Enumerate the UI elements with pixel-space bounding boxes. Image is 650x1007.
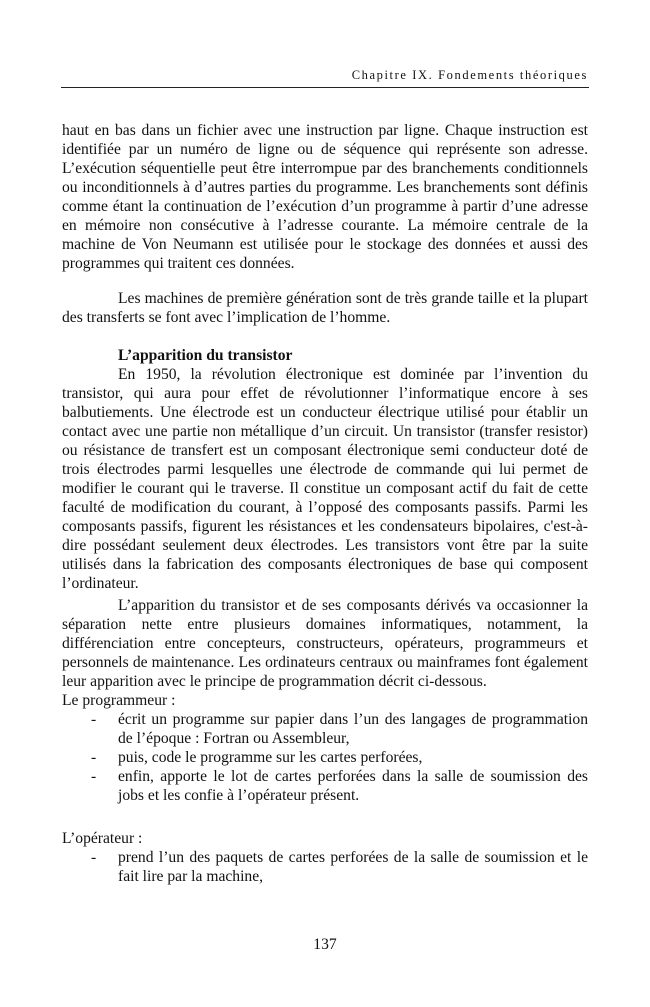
- list-marker: -: [91, 749, 97, 766]
- operator-label: L’opérateur :: [62, 830, 143, 847]
- running-header: Chapitre IX. Fondements théoriques: [351, 68, 588, 82]
- header-rule: [61, 87, 589, 88]
- paragraph-2: [62, 289, 588, 327]
- list-item-text: enfin, apporte le lot de cartes perforées dans la salle de soumission des jobs et les confie à l’opérateur présent.: [118, 768, 588, 804]
- programmer-label: Le programmeur :: [62, 692, 176, 709]
- programmer-list: [62, 710, 588, 805]
- operator-list: [62, 848, 588, 886]
- list-item-text: écrit un programme sur papier dans l’un des langages de programmation de l’époque : Fortran ou Assembleur,: [118, 711, 588, 747]
- paragraph-text: haut en bas dans un fichier avec une instruction par ligne. Chaque instruction est identifiée par un numéro de ligne ou de séquence qui représente son adresse. L’exécution séquentielle peut être interrompue par des branchements conditionnels ou inconditionnels à d’autres parties du programme. Les branchements sont définis comme étant la continuation de l’exécution d’un programme à partir d’une adresse en mémoire non consécutive à l’adresse courante. La mémoire centrale de la machine de Von Neumann est utilisée pour le stockage des données et aussi des programmes qui traitent ces données.: [62, 122, 588, 272]
- list-item: [62, 848, 588, 886]
- list-item: [62, 767, 588, 805]
- list-item-text: puis, code le programme sur les cartes perforées,: [118, 749, 423, 766]
- operator-section: [62, 829, 588, 886]
- page-number: 137: [313, 936, 337, 953]
- section-transistor: [62, 346, 588, 593]
- paragraph-text: L’apparition du transistor et de ses composants dérivés va occasionner la séparation nette entre plusieurs domaines informatiques, notamment, la différenciation entre concepteurs, constructeurs, opérateurs, programmeurs et personnels de maintenance. Les ordinateurs centraux ou mainframes font également leur apparition avec le principe de programmation décrit ci-dessous.: [62, 597, 588, 690]
- paragraph-text: Les machines de première génération sont de très grande taille et la plupart des transferts se font avec l’implication de l’homme.: [62, 290, 588, 326]
- paragraph-text: En 1950, la révolution électronique est dominée par l’invention du transistor, qui aura pour effet de révolutionner l’informatique encore à ses balbutiements. Une électrode est un conducteur électrique utilisé pour établir un contact avec une partie non métallique d’un circuit. Un transistor (transfer resistor) ou résistance de transfert est un composant électronique semi conducteur doté de trois électrodes parmi lesquelles une électrode de commande qui lui permet de modifier le courant qui le traverse. Il constitue un composant actif du fait de cette faculté de modification du courant, à l’opposé des composants passifs. Parmi les composants passifs, figurent les résistances et les condensateurs bipolaires, c'est-à-dire possédant seulement deux électrodes. Les transistors vont être par la suite utilisés dans la fabrication des composants électroniques de base qui composent l’ordinateur.: [62, 366, 588, 592]
- list-marker: -: [91, 711, 97, 728]
- section-heading: L’apparition du transistor: [118, 347, 293, 364]
- list-marker: -: [91, 849, 97, 866]
- list-item: [62, 710, 588, 748]
- list-item-text: prend l’un des paquets de cartes perforées de la salle de soumission et le fait lire par la machine,: [118, 849, 588, 885]
- list-marker: -: [91, 768, 97, 785]
- list-item: [62, 748, 588, 767]
- paragraph-4: [62, 596, 588, 805]
- paragraph-1: [62, 121, 588, 273]
